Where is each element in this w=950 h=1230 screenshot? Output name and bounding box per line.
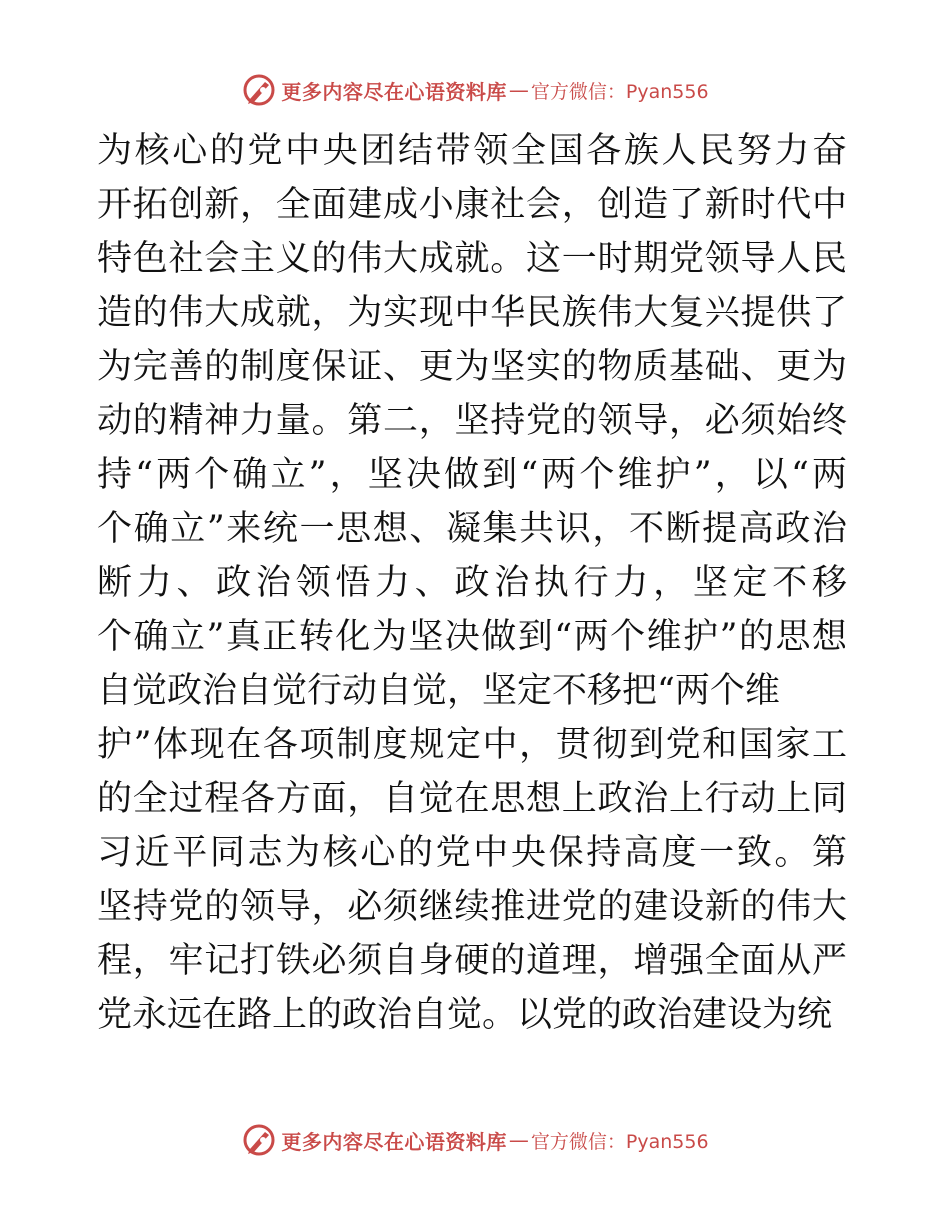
body-line: 持“两个确立”，坚决做到“两个维护”，以“两 bbox=[97, 455, 847, 495]
body-line: 护”体现在各项制度规定中，贯彻到党和国家工 bbox=[97, 725, 847, 765]
body-line: 特色社会主义的伟大成就。这一时期党领导人民 bbox=[97, 239, 847, 279]
body-line: 自觉政治自觉行动自觉，坚定不移把“两个维 bbox=[97, 671, 780, 711]
banner-main-text: 更多内容尽在心语资料库 bbox=[281, 1129, 507, 1154]
body-line: 的全过程各方面，自觉在思想上政治上行动上同 bbox=[97, 779, 847, 819]
banner-main-text: 更多内容尽在心语资料库 bbox=[281, 79, 507, 104]
pen-logo-icon bbox=[241, 1122, 277, 1158]
body-line: 为核心的党中央团结带领全国各族人民努力奋 bbox=[97, 131, 847, 171]
banner-official-account: 官方微信：Pyan556 bbox=[530, 80, 709, 103]
document-body bbox=[97, 124, 857, 1042]
banner-dash: — bbox=[508, 78, 529, 102]
body-line: 开拓创新，全面建成小康社会，创造了新时代中 bbox=[97, 185, 847, 225]
body-line: 个确立”真正转化为坚决做到“两个维护”的思想 bbox=[97, 617, 847, 657]
body-line: 为完善的制度保证、更为坚实的物质基础、更为 bbox=[97, 347, 847, 387]
body-line: 坚持党的领导，必须继续推进党的建设新的伟大 bbox=[97, 887, 847, 927]
body-line: 党永远在路上的政治自觉。以党的政治建设为统 bbox=[97, 995, 833, 1035]
banner-dash: — bbox=[508, 1128, 529, 1152]
header-banner bbox=[0, 70, 950, 110]
body-line: 动的精神力量。第二，坚持党的领导，必须始终 bbox=[97, 401, 847, 441]
pen-logo-icon bbox=[241, 72, 277, 108]
body-line: 程，牢记打铁必须自身硬的道理，增强全面从严 bbox=[97, 941, 847, 981]
body-line: 造的伟大成就，为实现中华民族伟大复兴提供了 bbox=[97, 293, 847, 333]
banner-official-account: 官方微信：Pyan556 bbox=[530, 1130, 709, 1153]
body-line: 断力、政治领悟力、政治执行力，坚定不移 bbox=[97, 563, 847, 603]
body-line: 个确立”来统一思想、凝集共识，不断提高政治 bbox=[97, 509, 847, 549]
body-line: 习近平同志为核心的党中央保持高度一致。第 bbox=[97, 833, 847, 873]
footer-banner bbox=[0, 1120, 950, 1160]
